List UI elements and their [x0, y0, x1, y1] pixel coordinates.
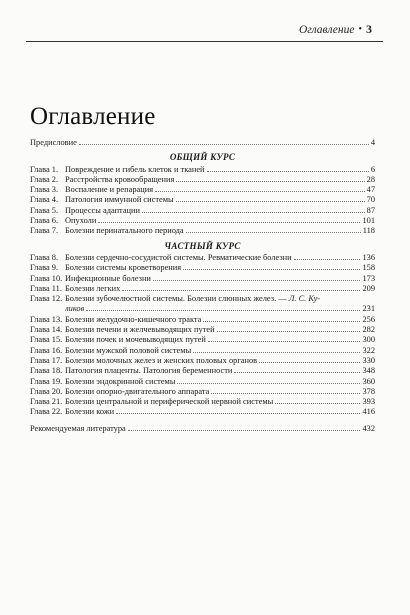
toc-entry[interactable]: [30, 335, 375, 345]
chapter-title: Болезни опорно-двигательного аппарата: [65, 386, 210, 396]
chapter-label: Глава 2.: [30, 174, 59, 184]
chapter-title: Болезни желудочно-кишечного тракта: [65, 314, 202, 324]
toc-entry[interactable]: [30, 356, 375, 366]
dot-leader: [211, 387, 360, 394]
toc-entry[interactable]: [30, 216, 375, 226]
header-rule: [26, 41, 383, 42]
page-title: Оглавление: [30, 102, 156, 130]
chapter-title: Воспаление и репарация: [65, 185, 154, 195]
toc-entry[interactable]: [30, 274, 375, 284]
toc-entry-preface[interactable]: [30, 138, 375, 148]
chapter-page: 330: [362, 355, 375, 365]
chapter-page: 136: [362, 252, 375, 262]
toc-entry[interactable]: [30, 346, 375, 356]
chapter-title: Патология иммунной системы: [65, 195, 174, 205]
toc-entry[interactable]: [30, 253, 375, 263]
dot-leader: [142, 206, 365, 213]
running-head-title: Оглавление: [298, 23, 355, 36]
toc-entry-text: Предисловие: [30, 138, 77, 147]
dot-leader: [98, 216, 360, 223]
chapter-label: Глава 17.: [30, 355, 63, 365]
chapter-title: [65, 294, 320, 304]
chapter-page: 28: [366, 174, 375, 184]
toc-entry-line-1: [30, 294, 375, 304]
chapter-title: Патология плаценты. Патология беременности: [65, 366, 233, 376]
toc-entry[interactable]: [30, 226, 375, 236]
chapter-label: Глава 19.: [30, 376, 63, 386]
chapter-title: Болезни легких: [65, 283, 121, 293]
toc-entry[interactable]: [30, 366, 375, 376]
chapter-title: Расстройства кровообращения: [65, 174, 175, 184]
chapter-title: Болезни системы кроветворения: [65, 263, 182, 273]
chapter-page: 118: [362, 226, 375, 236]
chapter-page: 231: [362, 304, 375, 314]
chapter-page: 209: [362, 283, 375, 293]
chapter-label: Глава 22.: [30, 407, 63, 417]
chapter-title: Болезни почек и мочевыводящих путей: [65, 335, 206, 345]
chapter-page: 173: [362, 273, 375, 283]
chapter-author-continuation: ликов: [65, 304, 85, 314]
table-of-contents: [30, 138, 375, 434]
chapter-label: Глава 21.: [30, 397, 63, 407]
general-chapters-list: [30, 165, 375, 237]
dot-leader: [176, 175, 364, 182]
chapter-page: 87: [366, 205, 375, 215]
dot-leader: [259, 356, 360, 363]
dot-leader: [208, 335, 361, 342]
chapter-page: 47: [366, 185, 375, 195]
chapter-title: Инфекционные болезни: [65, 273, 151, 283]
toc-entry-line-2: [30, 304, 375, 314]
chapter-title: Болезни сердечно-сосудистой системы. Ревматические болезни: [65, 252, 292, 262]
dot-leader: [203, 315, 360, 322]
chapter-label: Глава 1.: [30, 164, 59, 174]
chapter-page: 300: [362, 335, 375, 345]
chapter-title-main: Болезни зубочелюстной системы. Болезни слюнных желез. —: [65, 294, 287, 304]
chapter-title: Болезни эндокринной системы: [65, 376, 176, 386]
special-chapters-list: [30, 253, 375, 418]
chapter-label: Глава 5.: [30, 205, 59, 215]
toc-entry-page: 4: [370, 138, 375, 147]
toc-entry[interactable]: [30, 407, 375, 417]
chapter-label: Глава 15.: [30, 335, 63, 345]
chapter-label: Глава 3.: [30, 185, 59, 195]
toc-entry-two-line[interactable]: [30, 294, 375, 315]
toc-entry[interactable]: [30, 325, 375, 335]
chapter-label: Глава 13.: [30, 314, 63, 324]
dot-leader: [176, 195, 365, 202]
section-heading-general: ОБЩИЙ КУРС: [169, 152, 236, 163]
toc-entry-text: Рекомендуемая литература: [30, 423, 126, 433]
dot-leader: [186, 226, 361, 233]
chapter-page: 416: [362, 407, 375, 417]
chapter-page: 6: [370, 164, 375, 174]
chapter-title: Болезни печени и желчевыводящих путей: [65, 325, 215, 335]
chapter-page: 256: [362, 314, 375, 324]
dot-leader: [183, 263, 360, 270]
toc-entry[interactable]: [30, 315, 375, 325]
toc-entry[interactable]: [30, 206, 375, 216]
running-head-bullet: •: [358, 24, 362, 35]
chapter-label: Глава 10.: [30, 273, 63, 283]
chapter-label: Глава 8.: [30, 252, 59, 262]
toc-entry[interactable]: [30, 377, 375, 387]
chapter-label: Глава 12.: [30, 294, 63, 304]
dot-leader: [177, 377, 360, 384]
toc-entry[interactable]: [30, 195, 375, 205]
toc-entry[interactable]: [30, 397, 375, 407]
chapter-page: 322: [362, 345, 375, 355]
dot-leader: [128, 424, 361, 431]
chapter-title: Повреждение и гибель клеток и тканей: [65, 164, 205, 174]
chapter-page: 282: [362, 325, 375, 335]
chapter-title: Болезни перинатального периода: [65, 226, 184, 236]
chapter-label: Глава 9.: [30, 263, 59, 273]
dot-leader: [155, 185, 365, 192]
chapter-page: 158: [362, 263, 375, 273]
dot-leader: [234, 366, 360, 373]
chapter-label: Глава 4.: [30, 195, 59, 205]
toc-entry-references[interactable]: [30, 424, 375, 434]
toc-entry[interactable]: [30, 284, 375, 294]
section-heading-special: ЧАСТНЫЙ КУРС: [164, 240, 241, 251]
chapter-title: Процессы адаптации: [65, 205, 140, 215]
page-number: 3: [366, 22, 372, 36]
chapter-page: 70: [366, 195, 375, 205]
toc-entry[interactable]: [30, 387, 375, 397]
dot-leader: [116, 407, 360, 414]
chapter-page: 393: [362, 397, 375, 407]
dot-leader: [217, 325, 361, 332]
toc-entry[interactable]: [30, 175, 375, 185]
chapter-title: Болезни кожи: [65, 407, 115, 417]
chapter-label: Глава 6.: [30, 216, 59, 226]
toc-entry[interactable]: [30, 185, 375, 195]
chapter-label: Глава 20.: [30, 386, 63, 396]
dot-leader: [122, 284, 360, 291]
chapter-label: Глава 18.: [30, 366, 63, 376]
chapter-label: Глава 16.: [30, 345, 63, 355]
chapter-page: 378: [362, 386, 375, 396]
dot-leader: [193, 346, 360, 353]
chapter-page: 348: [362, 366, 375, 376]
dot-leader: [79, 138, 369, 145]
chapter-label: Глава 11.: [30, 283, 62, 293]
dot-leader: [275, 397, 360, 404]
dot-leader: [294, 253, 361, 260]
toc-entry[interactable]: [30, 263, 375, 273]
chapter-title: Болезни мужской половой системы: [65, 345, 192, 355]
chapter-page: 101: [362, 216, 375, 226]
chapter-label: Глава 7.: [30, 226, 59, 236]
toc-entry[interactable]: [30, 165, 375, 175]
toc-entry-page: 432: [362, 423, 375, 433]
dot-leader: [153, 274, 361, 281]
dot-leader: [207, 165, 369, 172]
chapter-title: Болезни центральной и периферической нервной системы: [65, 397, 274, 407]
chapter-author: Л. С. Ку-: [288, 294, 321, 304]
chapter-title: Болезни молочных желез и женских половых органов: [65, 355, 258, 365]
chapter-title: Опухоли: [65, 216, 97, 226]
chapter-label: Глава 14.: [30, 325, 63, 335]
running-head: [299, 22, 372, 37]
chapter-page: 360: [362, 376, 375, 386]
dot-leader: [86, 304, 360, 311]
